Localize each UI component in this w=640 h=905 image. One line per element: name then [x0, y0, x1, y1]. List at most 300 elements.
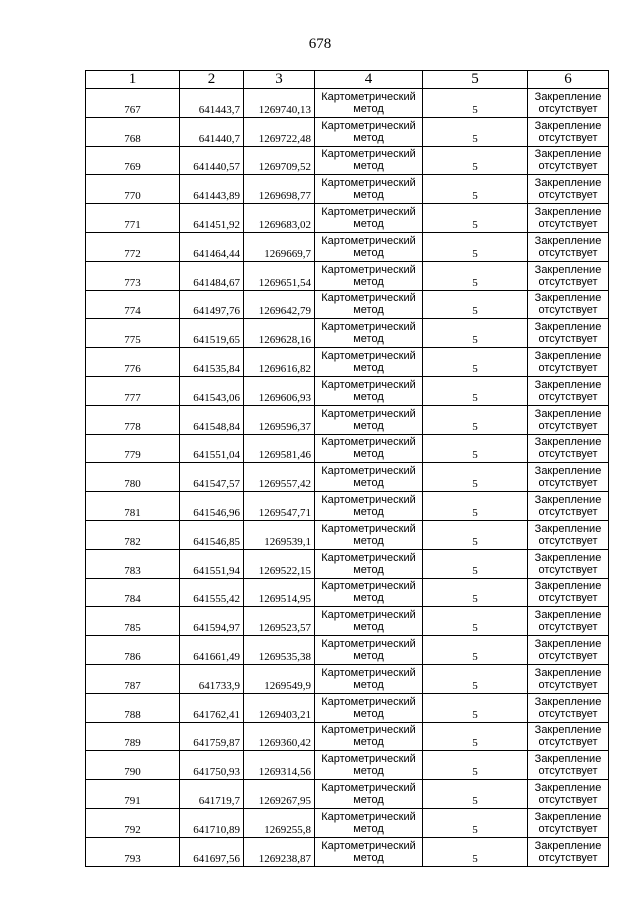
- fix-line-2: отсутствует: [538, 621, 598, 634]
- accuracy-cell: 5: [423, 808, 528, 837]
- point-number: 786: [86, 636, 180, 665]
- fixation-cell: [528, 434, 609, 463]
- fix-line-1: Закрепление: [534, 407, 602, 420]
- fix-line-2: отсутствует: [538, 650, 598, 663]
- method-cell: [315, 837, 423, 866]
- method-line-2: метод: [353, 794, 384, 807]
- accuracy-cell: 5: [423, 636, 528, 665]
- y-coordinate: 1269709,52: [244, 146, 315, 175]
- point-number: 782: [86, 520, 180, 549]
- y-coordinate: 1269606,93: [244, 376, 315, 405]
- fix-line-2: отсутствует: [538, 794, 598, 807]
- accuracy-cell: 5: [423, 693, 528, 722]
- y-coordinate: 1269549,9: [244, 664, 315, 693]
- point-number: 770: [86, 175, 180, 204]
- method-line-2: метод: [353, 390, 384, 403]
- fixation-cell: [528, 578, 609, 607]
- table-row: [86, 636, 609, 665]
- method-line-1: Картометрический: [321, 580, 416, 593]
- fix-line-2: отсутствует: [538, 477, 598, 490]
- method-cell: [315, 290, 423, 319]
- accuracy-cell: 5: [423, 837, 528, 866]
- fix-line-2: отсутствует: [538, 563, 598, 576]
- accuracy-cell: 5: [423, 780, 528, 809]
- fix-line-1: Закрепление: [534, 148, 602, 161]
- method-line-2: метод: [353, 621, 384, 634]
- accuracy-cell: 5: [423, 89, 528, 118]
- method-cell: [315, 549, 423, 578]
- fix-line-1: Закрепление: [534, 263, 602, 276]
- table-row: [86, 520, 609, 549]
- method-line-1: Картометрический: [321, 234, 416, 247]
- method-line-1: Картометрический: [321, 782, 416, 795]
- y-coordinate: 1269539,1: [244, 520, 315, 549]
- fixation-cell: [528, 693, 609, 722]
- method-line-1: Картометрический: [321, 551, 416, 564]
- fix-line-2: отсутствует: [538, 218, 598, 231]
- method-cell: [315, 261, 423, 290]
- table-row: [86, 434, 609, 463]
- x-coordinate: 641697,56: [180, 837, 244, 866]
- fix-line-1: Закрепление: [534, 782, 602, 795]
- fixation-cell: [528, 780, 609, 809]
- x-coordinate: 641750,93: [180, 751, 244, 780]
- method-cell: [315, 232, 423, 261]
- fix-line-1: Закрепление: [534, 494, 602, 507]
- method-cell: [315, 146, 423, 175]
- fixation-cell: [528, 290, 609, 319]
- x-coordinate: 641661,49: [180, 636, 244, 665]
- table-row: [86, 261, 609, 290]
- table-row: [86, 722, 609, 751]
- table-row: [86, 319, 609, 348]
- fix-line-1: Закрепление: [534, 177, 602, 190]
- point-number: 785: [86, 607, 180, 636]
- method-line-1: Картометрический: [321, 90, 416, 103]
- accuracy-cell: 5: [423, 146, 528, 175]
- fix-line-2: отсутствует: [538, 275, 598, 288]
- column-header-5: 5: [423, 71, 528, 89]
- y-coordinate: 1269642,79: [244, 290, 315, 319]
- fix-line-1: Закрепление: [534, 321, 602, 334]
- fixation-cell: [528, 204, 609, 233]
- table-row: [86, 549, 609, 578]
- method-line-2: метод: [353, 131, 384, 144]
- point-number: 780: [86, 463, 180, 492]
- x-coordinate: 641551,94: [180, 549, 244, 578]
- method-line-2: метод: [353, 102, 384, 115]
- fixation-cell: [528, 492, 609, 521]
- x-coordinate: 641451,92: [180, 204, 244, 233]
- method-line-1: Картометрический: [321, 263, 416, 276]
- accuracy-cell: 5: [423, 520, 528, 549]
- x-coordinate: 641546,96: [180, 492, 244, 521]
- column-header-3: 3: [244, 71, 315, 89]
- accuracy-cell: 5: [423, 664, 528, 693]
- table-row: [86, 578, 609, 607]
- table-row: [86, 290, 609, 319]
- fix-line-1: Закрепление: [534, 234, 602, 247]
- column-header-1: 1: [86, 71, 180, 89]
- method-cell: [315, 693, 423, 722]
- y-coordinate: 1269698,77: [244, 175, 315, 204]
- table-row: [86, 89, 609, 118]
- fixation-cell: [528, 751, 609, 780]
- fix-line-2: отсутствует: [538, 506, 598, 519]
- fixation-cell: [528, 175, 609, 204]
- y-coordinate: 1269403,21: [244, 693, 315, 722]
- method-line-2: метод: [353, 362, 384, 375]
- fix-line-2: отсутствует: [538, 160, 598, 173]
- fix-line-1: Закрепление: [534, 724, 602, 737]
- y-coordinate: 1269522,15: [244, 549, 315, 578]
- method-line-1: Картометрический: [321, 177, 416, 190]
- method-line-1: Картометрический: [321, 378, 416, 391]
- table-row: [86, 204, 609, 233]
- method-cell: [315, 434, 423, 463]
- method-cell: [315, 319, 423, 348]
- fix-line-2: отсутствует: [538, 707, 598, 720]
- fix-line-1: Закрепление: [534, 551, 602, 564]
- fix-line-1: Закрепление: [534, 609, 602, 622]
- method-cell: [315, 780, 423, 809]
- method-line-1: Картометрический: [321, 839, 416, 852]
- x-coordinate: 641710,89: [180, 808, 244, 837]
- y-coordinate: 1269596,37: [244, 405, 315, 434]
- method-line-2: метод: [353, 448, 384, 461]
- point-number: 792: [86, 808, 180, 837]
- y-coordinate: 1269628,16: [244, 319, 315, 348]
- method-line-1: Картометрический: [321, 810, 416, 823]
- method-cell: [315, 751, 423, 780]
- y-coordinate: 1269616,82: [244, 348, 315, 377]
- table-row: [86, 664, 609, 693]
- method-line-2: метод: [353, 304, 384, 317]
- accuracy-cell: 5: [423, 290, 528, 319]
- x-coordinate: 641594,97: [180, 607, 244, 636]
- x-coordinate: 641762,41: [180, 693, 244, 722]
- method-line-1: Картометрический: [321, 119, 416, 132]
- fix-line-2: отсутствует: [538, 592, 598, 605]
- fixation-cell: [528, 722, 609, 751]
- table-row: [86, 837, 609, 866]
- x-coordinate: 641551,04: [180, 434, 244, 463]
- fixation-cell: [528, 117, 609, 146]
- fix-line-2: отсутствует: [538, 390, 598, 403]
- column-header-4: 4: [315, 71, 423, 89]
- point-number: 781: [86, 492, 180, 521]
- fix-line-2: отсутствует: [538, 736, 598, 749]
- y-coordinate: 1269314,56: [244, 751, 315, 780]
- accuracy-cell: 5: [423, 751, 528, 780]
- point-number: 767: [86, 89, 180, 118]
- column-header-2: 2: [180, 71, 244, 89]
- method-line-2: метод: [353, 650, 384, 663]
- x-coordinate: 641464,44: [180, 232, 244, 261]
- method-line-2: метод: [353, 419, 384, 432]
- table-row: [86, 348, 609, 377]
- fix-line-2: отсутствует: [538, 333, 598, 346]
- point-number: 776: [86, 348, 180, 377]
- point-number: 779: [86, 434, 180, 463]
- fixation-cell: [528, 405, 609, 434]
- fix-line-1: Закрепление: [534, 753, 602, 766]
- method-line-1: Картометрический: [321, 666, 416, 679]
- y-coordinate: 1269523,57: [244, 607, 315, 636]
- fix-line-2: отсутствует: [538, 304, 598, 317]
- table-row: [86, 232, 609, 261]
- method-cell: [315, 607, 423, 636]
- method-cell: [315, 175, 423, 204]
- fixation-cell: [528, 89, 609, 118]
- method-line-2: метод: [353, 736, 384, 749]
- method-cell: [315, 492, 423, 521]
- table-row: [86, 405, 609, 434]
- point-number: 771: [86, 204, 180, 233]
- x-coordinate: 641719,7: [180, 780, 244, 809]
- accuracy-cell: 5: [423, 319, 528, 348]
- coordinates-table: [85, 70, 609, 867]
- accuracy-cell: 5: [423, 434, 528, 463]
- y-coordinate: 1269557,42: [244, 463, 315, 492]
- point-number: 790: [86, 751, 180, 780]
- method-line-2: метод: [353, 477, 384, 490]
- fix-line-1: Закрепление: [534, 695, 602, 708]
- method-cell: [315, 204, 423, 233]
- accuracy-cell: 5: [423, 549, 528, 578]
- page-number: 678: [308, 36, 332, 52]
- method-cell: [315, 463, 423, 492]
- fixation-cell: [528, 636, 609, 665]
- fix-line-1: Закрепление: [534, 580, 602, 593]
- y-coordinate: 1269255,8: [244, 808, 315, 837]
- accuracy-cell: 5: [423, 204, 528, 233]
- fix-line-1: Закрепление: [534, 810, 602, 823]
- fixation-cell: [528, 837, 609, 866]
- fix-line-1: Закрепление: [534, 350, 602, 363]
- point-number: 791: [86, 780, 180, 809]
- table-row: [86, 117, 609, 146]
- accuracy-cell: 5: [423, 492, 528, 521]
- point-number: 774: [86, 290, 180, 319]
- header-row: [86, 71, 609, 89]
- method-line-2: метод: [353, 189, 384, 202]
- fixation-cell: [528, 808, 609, 837]
- method-line-1: Картометрический: [321, 724, 416, 737]
- fixation-cell: [528, 520, 609, 549]
- method-line-2: метод: [353, 765, 384, 778]
- fixation-cell: [528, 232, 609, 261]
- accuracy-cell: 5: [423, 175, 528, 204]
- fixation-cell: [528, 376, 609, 405]
- method-line-2: метод: [353, 563, 384, 576]
- method-line-1: Картометрический: [321, 436, 416, 449]
- x-coordinate: 641443,7: [180, 89, 244, 118]
- method-line-2: метод: [353, 333, 384, 346]
- y-coordinate: 1269238,87: [244, 837, 315, 866]
- fix-line-2: отсутствует: [538, 246, 598, 259]
- method-line-1: Картометрический: [321, 148, 416, 161]
- fix-line-2: отсутствует: [538, 765, 598, 778]
- fix-line-1: Закрепление: [534, 292, 602, 305]
- method-line-1: Картометрический: [321, 321, 416, 334]
- point-number: 778: [86, 405, 180, 434]
- fix-line-1: Закрепление: [534, 638, 602, 651]
- point-number: 769: [86, 146, 180, 175]
- table-row: [86, 607, 609, 636]
- table-row: [86, 693, 609, 722]
- y-coordinate: 1269651,54: [244, 261, 315, 290]
- point-number: 773: [86, 261, 180, 290]
- method-line-1: Картометрический: [321, 292, 416, 305]
- method-cell: [315, 636, 423, 665]
- x-coordinate: 641733,9: [180, 664, 244, 693]
- y-coordinate: 1269267,95: [244, 780, 315, 809]
- method-line-2: метод: [353, 275, 384, 288]
- y-coordinate: 1269360,42: [244, 722, 315, 751]
- fixation-cell: [528, 607, 609, 636]
- method-line-2: метод: [353, 534, 384, 547]
- fixation-cell: [528, 261, 609, 290]
- y-coordinate: 1269740,13: [244, 89, 315, 118]
- accuracy-cell: 5: [423, 376, 528, 405]
- y-coordinate: 1269514,95: [244, 578, 315, 607]
- method-line-2: метод: [353, 506, 384, 519]
- point-number: 784: [86, 578, 180, 607]
- method-cell: [315, 578, 423, 607]
- method-cell: [315, 664, 423, 693]
- fix-line-2: отсутствует: [538, 419, 598, 432]
- table-row: [86, 175, 609, 204]
- x-coordinate: 641548,84: [180, 405, 244, 434]
- fix-line-1: Закрепление: [534, 206, 602, 219]
- method-line-1: Картометрический: [321, 638, 416, 651]
- method-line-1: Картометрический: [321, 465, 416, 478]
- method-cell: [315, 348, 423, 377]
- method-line-2: метод: [353, 218, 384, 231]
- table-row: [86, 751, 609, 780]
- y-coordinate: 1269683,02: [244, 204, 315, 233]
- x-coordinate: 641543,06: [180, 376, 244, 405]
- method-line-2: метод: [353, 851, 384, 864]
- method-cell: [315, 722, 423, 751]
- y-coordinate: 1269722,48: [244, 117, 315, 146]
- x-coordinate: 641546,85: [180, 520, 244, 549]
- x-coordinate: 641440,57: [180, 146, 244, 175]
- method-line-1: Картометрический: [321, 522, 416, 535]
- x-coordinate: 641555,42: [180, 578, 244, 607]
- point-number: 775: [86, 319, 180, 348]
- point-number: 777: [86, 376, 180, 405]
- point-number: 788: [86, 693, 180, 722]
- column-header-6: 6: [528, 71, 609, 89]
- point-number: 772: [86, 232, 180, 261]
- table-row: [86, 808, 609, 837]
- accuracy-cell: 5: [423, 722, 528, 751]
- point-number: 789: [86, 722, 180, 751]
- fix-line-2: отсутствует: [538, 131, 598, 144]
- fix-line-2: отсутствует: [538, 102, 598, 115]
- x-coordinate: 641440,7: [180, 117, 244, 146]
- fix-line-1: Закрепление: [534, 839, 602, 852]
- accuracy-cell: 5: [423, 117, 528, 146]
- method-line-2: метод: [353, 707, 384, 720]
- y-coordinate: 1269535,38: [244, 636, 315, 665]
- accuracy-cell: 5: [423, 348, 528, 377]
- fixation-cell: [528, 146, 609, 175]
- fix-line-1: Закрепление: [534, 436, 602, 449]
- accuracy-cell: 5: [423, 578, 528, 607]
- x-coordinate: 641547,57: [180, 463, 244, 492]
- fixation-cell: [528, 319, 609, 348]
- fix-line-2: отсутствует: [538, 678, 598, 691]
- fix-line-2: отсутствует: [538, 851, 598, 864]
- y-coordinate: 1269669,7: [244, 232, 315, 261]
- fix-line-1: Закрепление: [534, 119, 602, 132]
- method-cell: [315, 405, 423, 434]
- x-coordinate: 641535,84: [180, 348, 244, 377]
- method-cell: [315, 117, 423, 146]
- method-cell: [315, 89, 423, 118]
- table-row: [86, 146, 609, 175]
- method-line-2: метод: [353, 246, 384, 259]
- x-coordinate: 641519,65: [180, 319, 244, 348]
- y-coordinate: 1269547,71: [244, 492, 315, 521]
- method-line-1: Картометрический: [321, 753, 416, 766]
- fixation-cell: [528, 549, 609, 578]
- method-cell: [315, 808, 423, 837]
- fix-line-2: отсутствует: [538, 362, 598, 375]
- method-line-1: Картометрический: [321, 407, 416, 420]
- method-line-2: метод: [353, 160, 384, 173]
- method-line-1: Картометрический: [321, 609, 416, 622]
- fixation-cell: [528, 463, 609, 492]
- fixation-cell: [528, 348, 609, 377]
- point-number: 783: [86, 549, 180, 578]
- method-line-1: Картометрический: [321, 206, 416, 219]
- fix-line-1: Закрепление: [534, 666, 602, 679]
- method-line-1: Картометрический: [321, 494, 416, 507]
- method-line-2: метод: [353, 678, 384, 691]
- method-line-1: Картометрический: [321, 350, 416, 363]
- point-number: 787: [86, 664, 180, 693]
- point-number: 793: [86, 837, 180, 866]
- method-cell: [315, 376, 423, 405]
- x-coordinate: 641443,89: [180, 175, 244, 204]
- fix-line-2: отсутствует: [538, 534, 598, 547]
- fix-line-1: Закрепление: [534, 465, 602, 478]
- fix-line-1: Закрепление: [534, 378, 602, 391]
- table-row: [86, 492, 609, 521]
- fix-line-2: отсутствует: [538, 189, 598, 202]
- accuracy-cell: 5: [423, 261, 528, 290]
- method-line-2: метод: [353, 822, 384, 835]
- accuracy-cell: 5: [423, 463, 528, 492]
- y-coordinate: 1269581,46: [244, 434, 315, 463]
- method-line-2: метод: [353, 592, 384, 605]
- x-coordinate: 641484,67: [180, 261, 244, 290]
- table-row: [86, 376, 609, 405]
- x-coordinate: 641759,87: [180, 722, 244, 751]
- fix-line-1: Закрепление: [534, 90, 602, 103]
- accuracy-cell: 5: [423, 405, 528, 434]
- fix-line-2: отсутствует: [538, 822, 598, 835]
- accuracy-cell: 5: [423, 607, 528, 636]
- fixation-cell: [528, 664, 609, 693]
- fix-line-2: отсутствует: [538, 448, 598, 461]
- method-line-1: Картометрический: [321, 695, 416, 708]
- table-row: [86, 780, 609, 809]
